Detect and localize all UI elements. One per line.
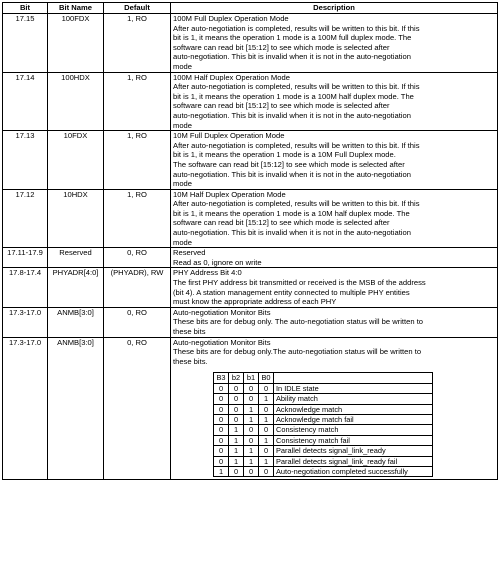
table-row <box>3 72 498 131</box>
description-title: 10M Full Duplex Operation Mode <box>173 131 285 141</box>
default-cell: 0, RO <box>104 337 171 480</box>
description-cell <box>171 131 498 190</box>
description-line: software can read bit [15:12] to see which mode is selected after <box>173 42 390 52</box>
table-row <box>3 189 498 248</box>
monitor-bit-value: 1 <box>229 435 244 445</box>
header-default: Default <box>104 3 171 14</box>
description-line: (bit 4). A station management entity connected to multiple PHY entities <box>173 287 410 297</box>
bit-cell: 17.8-17.4 <box>3 268 48 307</box>
monitor-bits-table <box>213 372 433 477</box>
monitor-bit-value: 0 <box>214 404 229 414</box>
default-cell: 1, RO <box>104 131 171 190</box>
bit-cell: 17.12 <box>3 189 48 248</box>
table-row <box>3 337 498 480</box>
monitor-bit-header: B3 <box>214 373 229 383</box>
bit-name-cell: Reserved <box>48 248 104 268</box>
monitor-bit-value: 1 <box>214 467 229 477</box>
description-line: Read as 0, ignore on write <box>173 257 262 267</box>
monitor-status: Parallel detects signal_link_ready fail <box>274 456 433 466</box>
monitor-bit-value: 0 <box>259 446 274 456</box>
bit-name-cell: 100FDX <box>48 14 104 73</box>
monitor-row <box>214 446 433 456</box>
description-line: These bits are for debug only. The auto-negotiation status will be written to <box>173 317 424 327</box>
table-row <box>3 268 498 307</box>
monitor-row <box>214 415 433 425</box>
description-line: auto-negotiation. This bit is invalid when it is not in the auto-negotiation <box>173 169 411 179</box>
monitor-bit-value: 1 <box>244 415 259 425</box>
description-line: auto-negotiation. This bit is invalid when it is not in the auto-negotiation <box>173 228 411 238</box>
monitor-status: Consistency match fail <box>274 435 433 445</box>
description-title: Auto-negotiation Monitor Bits <box>173 307 271 317</box>
description-title: Auto-negotiation Monitor Bits <box>173 337 271 347</box>
description-cell <box>171 337 498 480</box>
monitor-bit-value: 0 <box>229 415 244 425</box>
monitor-bit-value: 1 <box>244 446 259 456</box>
header-bit-name: Bit Name <box>48 3 104 14</box>
monitor-bit-value: 0 <box>229 467 244 477</box>
bit-cell: 17.3-17.0 <box>3 307 48 337</box>
description-line: The software can read bit [15:12] to see which mode is selected after <box>173 159 405 169</box>
monitor-bit-value: 1 <box>229 446 244 456</box>
bit-name-cell: PHYADR[4:0] <box>48 268 104 307</box>
bit-name-cell: 10FDX <box>48 131 104 190</box>
bit-cell: 17.14 <box>3 72 48 131</box>
description-line: After auto-negotiation is completed, results will be written to this bit. If this <box>173 199 420 209</box>
monitor-bit-value: 0 <box>214 435 229 445</box>
bit-name-cell: 10HDX <box>48 189 104 248</box>
header-description: Description <box>171 3 498 14</box>
bit-name-cell: 100HDX <box>48 72 104 131</box>
description-line: After auto-negotiation is completed, results will be written to this bit. If this <box>173 23 420 33</box>
description-line: auto-negotiation. This bit is invalid when it is not in the auto-negotiation <box>173 52 411 62</box>
monitor-bit-value: 1 <box>259 435 274 445</box>
description-line: mode <box>173 120 192 130</box>
description-line: These bits are for debug only.The auto-negotiation status will be written to <box>173 347 422 357</box>
description-line: these bits <box>173 327 206 336</box>
monitor-header-row <box>214 373 433 383</box>
description-cell <box>171 72 498 131</box>
monitor-bit-header: b2 <box>229 373 244 383</box>
register-table <box>2 2 498 480</box>
monitor-bit-value: 0 <box>259 404 274 414</box>
monitor-bit-value: 0 <box>244 435 259 445</box>
default-cell: (PHYADR), RW <box>104 268 171 307</box>
default-cell: 1, RO <box>104 14 171 73</box>
monitor-bit-value: 1 <box>229 425 244 435</box>
monitor-status: Acknowledge match fail <box>274 415 433 425</box>
default-cell: 1, RO <box>104 189 171 248</box>
header-row <box>3 3 498 14</box>
description-cell <box>171 248 498 268</box>
description-line: these bits. <box>173 356 208 366</box>
bit-cell: 17.13 <box>3 131 48 190</box>
monitor-bit-value: 0 <box>244 467 259 477</box>
description-cell <box>171 268 498 307</box>
monitor-status: Acknowledge match <box>274 404 433 414</box>
bit-name-cell: ANMB[3:0] <box>48 337 104 480</box>
monitor-status: In IDLE state <box>274 383 433 393</box>
monitor-bit-value: 0 <box>244 383 259 393</box>
monitor-bit-value: 1 <box>259 394 274 404</box>
monitor-bit-header: b1 <box>244 373 259 383</box>
description-cell <box>171 307 498 337</box>
default-cell: 1, RO <box>104 72 171 131</box>
description-title: PHY Address Bit 4:0 <box>173 268 242 278</box>
monitor-bit-value: 1 <box>229 456 244 466</box>
monitor-bit-value: 0 <box>214 456 229 466</box>
description-cell <box>171 14 498 73</box>
monitor-row <box>214 404 433 414</box>
description-line: auto-negotiation. This bit is invalid when it is not in the auto-negotiation <box>173 110 411 120</box>
bit-cell: 17.3-17.0 <box>3 337 48 480</box>
monitor-bit-value: 0 <box>259 467 274 477</box>
monitor-status: Ability match <box>274 394 433 404</box>
monitor-row <box>214 383 433 393</box>
description-line: bit is 1, it means the operation 1 mode is a 100M full duplex mode. The <box>173 33 412 43</box>
description-line: bit is 1, it means the operation 1 mode is a 10M Full Duplex mode. <box>173 150 396 160</box>
bit-cell: 17.15 <box>3 14 48 73</box>
monitor-bit-value: 0 <box>214 383 229 393</box>
default-cell: 0, RO <box>104 307 171 337</box>
bit-name-cell: ANMB[3:0] <box>48 307 104 337</box>
monitor-bit-value: 0 <box>214 394 229 404</box>
monitor-row <box>214 425 433 435</box>
monitor-status: Auto-negotiation completed successfully <box>274 467 433 477</box>
monitor-bit-value: 0 <box>259 425 274 435</box>
description-line: bit is 1, it means the operation 1 mode is a 100M half duplex mode. The <box>173 91 414 101</box>
description-line: bit is 1, it means the operation 1 mode is a 10M half duplex mode. The <box>173 208 410 218</box>
table-row <box>3 14 498 73</box>
monitor-bit-value: 0 <box>214 415 229 425</box>
monitor-status-header <box>274 373 433 383</box>
description-line: must know the appropriate address of each PHY <box>173 297 337 307</box>
monitor-bit-value: 1 <box>244 456 259 466</box>
monitor-status: Parallel detects signal_link_ready <box>274 446 433 456</box>
register-table-container <box>2 2 498 480</box>
description-line: mode <box>173 179 192 189</box>
table-row <box>3 248 498 268</box>
monitor-row <box>214 394 433 404</box>
monitor-bit-value: 0 <box>244 425 259 435</box>
monitor-row <box>214 435 433 445</box>
description-line: software can read bit [15:12] to see which mode is selected after <box>173 218 390 228</box>
monitor-status: Consistency match <box>274 425 433 435</box>
monitor-row <box>214 456 433 466</box>
description-line: mode <box>173 61 192 71</box>
monitor-bit-value: 0 <box>214 425 229 435</box>
monitor-bit-value: 1 <box>259 456 274 466</box>
monitor-row <box>214 467 433 477</box>
description-title: 10M Half Duplex Operation Mode <box>173 189 286 199</box>
table-row <box>3 131 498 190</box>
default-cell: 0, RO <box>104 248 171 268</box>
description-line: The first PHY address bit transmitted or received is the MSB of the address <box>173 278 426 288</box>
bit-cell: 17.11-17.9 <box>3 248 48 268</box>
monitor-bit-value: 1 <box>244 404 259 414</box>
description-line: mode <box>173 237 192 247</box>
description-cell <box>171 189 498 248</box>
description-title: Reserved <box>173 248 206 258</box>
description-line: software can read bit [15:12] to see which mode is selected after <box>173 101 390 111</box>
monitor-bit-value: 0 <box>229 404 244 414</box>
monitor-bit-value: 0 <box>244 394 259 404</box>
monitor-bit-value: 0 <box>229 394 244 404</box>
description-line: After auto-negotiation is completed, results will be written to this bit. If this <box>173 82 420 92</box>
description-title: 100M Half Duplex Operation Mode <box>173 72 290 82</box>
description-line: After auto-negotiation is completed, results will be written to this bit. If this <box>173 140 420 150</box>
monitor-bit-value: 1 <box>259 415 274 425</box>
description-title: 100M Full Duplex Operation Mode <box>173 14 289 23</box>
monitor-bit-value: 0 <box>259 383 274 393</box>
monitor-bit-header: B0 <box>259 373 274 383</box>
monitor-bit-value: 0 <box>229 383 244 393</box>
monitor-bit-value: 0 <box>214 446 229 456</box>
table-row <box>3 307 498 337</box>
header-bit: Bit <box>3 3 48 14</box>
